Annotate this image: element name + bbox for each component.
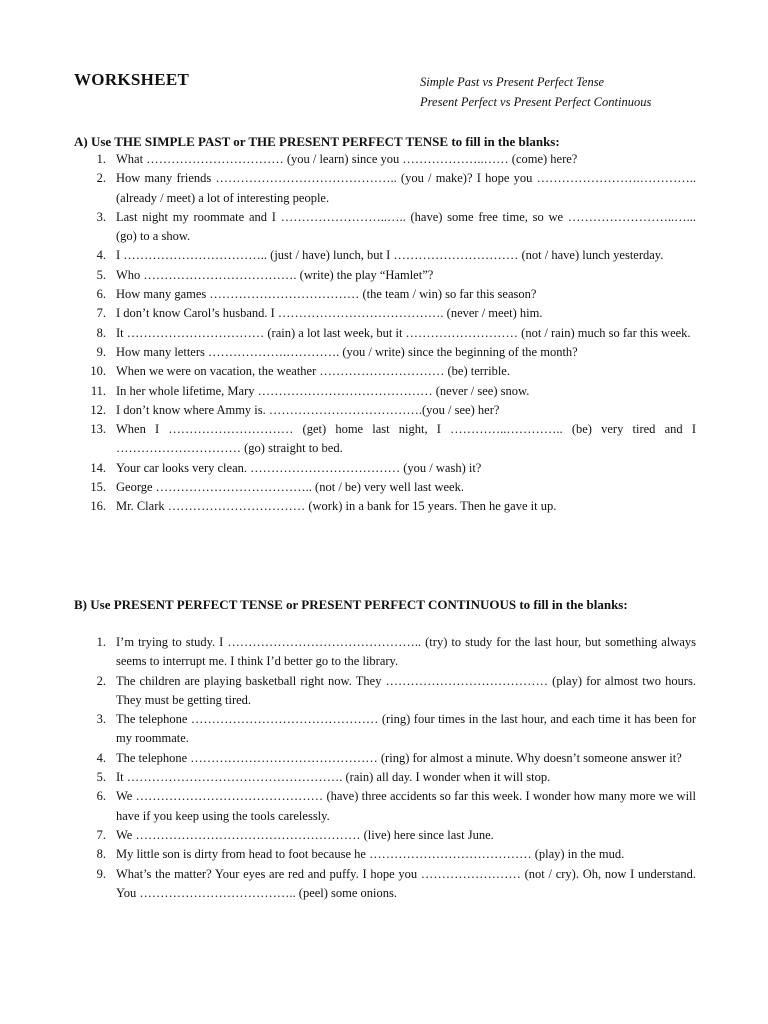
item-text: What’s the matter? Your eyes are red and puffy. I hope you …………………… (not / cry). Oh, now I understand. You ……………………………….. (peel) some onions. (116, 866, 696, 900)
item-text: We ……………………………………………… (live) here since last June. (116, 827, 494, 842)
item-text: Last night my roommate and I ……………………..….. (have) some free time, so we ……………………..…... (go) to a show. (116, 209, 696, 244)
item-number: 3. (96, 712, 106, 727)
exercise-item (74, 362, 696, 381)
item-text: When we were on vacation, the weather ………………………… (be) terrible. (116, 364, 510, 379)
item-text: When I ………………………… (get) home last night, I …………..………….. (be) very tired and I ………………………… (go) straight to bed. (116, 422, 696, 456)
item-text: Who ………………………………. (write) the play “Hamlet”? (116, 267, 434, 282)
item-text: How many games ……………………………… (the team / win) so far this season? (116, 287, 537, 302)
section-a-heading: A) Use THE SIMPLE PAST or THE PRESENT PERFECT TENSE to fill in the blanks: (74, 134, 560, 149)
exercise-item (74, 304, 696, 323)
item-number: 5. (96, 267, 106, 282)
item-number: 10. (90, 364, 106, 379)
item-text: The telephone ……………………………………… (ring) four times in the last hour, and each time it has been for my roommate. (116, 712, 696, 746)
item-text: I …………………………….. (just / have) lunch, but I ………………………… (not / have) lunch yesterday. (116, 248, 664, 263)
exercise-item (74, 710, 696, 749)
subtitle-simple-past: Simple Past vs Present Perfect Tense (420, 75, 605, 89)
exercise-item (74, 865, 696, 904)
item-number: 15. (90, 480, 106, 495)
exercise-item (74, 459, 696, 478)
item-number: 3. (96, 209, 106, 224)
item-text: I don’t know Carol’s husband. I …………………………………. (never / meet) him. (116, 306, 543, 321)
item-number: 5. (96, 770, 106, 785)
exercise-item (74, 826, 696, 845)
item-text: What …………………………… (you / learn) since you ………………..…… (come) here? (116, 152, 578, 166)
item-number: 7. (96, 827, 106, 842)
item-number: 2. (96, 673, 106, 688)
item-text: I’m trying to study. I ……………………………………….. (try) to study for the last hour, but something always seems to interrupt me. I think I’d better go to the library. (116, 635, 696, 669)
item-number: 11. (90, 383, 106, 398)
item-text: We ……………………………………… (have) three accidents so far this week. I wonder how many more we will have if you keep using the tools carelessly. (116, 789, 696, 823)
exercise-item (74, 749, 696, 768)
section-b-heading: B) Use PRESENT PERFECT TENSE or PRESENT PERFECT CONTINUOUS to fill in the blanks: (74, 597, 628, 612)
exercise-item (74, 382, 696, 401)
exercise-item (74, 343, 696, 362)
item-number: 13. (90, 422, 106, 437)
item-number: 8. (96, 847, 106, 862)
item-text: Mr. Clark …………………………… (work) in a bank for 15 years. Then he gave it up. (116, 499, 557, 514)
item-text: In her whole lifetime, Mary …………………………………… (never / see) snow. (116, 383, 530, 398)
exercise-item (74, 150, 696, 169)
item-text: How many friends …………………………………….. (you / make)? I hope you …………………….………….. (already / meet) a lot of interesting people. (116, 171, 696, 205)
item-number: 1. (96, 152, 106, 166)
exercise-item (74, 401, 696, 420)
item-number: 12. (90, 402, 106, 417)
exercise-item (74, 420, 696, 459)
exercise-item (74, 787, 696, 826)
item-text: Your car looks very clean. ……………………………… (you / wash) it? (116, 460, 482, 475)
item-number: 2. (96, 171, 106, 186)
exercise-item (74, 324, 696, 343)
item-number: 8. (96, 325, 106, 340)
item-text: My little son is dirty from head to foot because he ………………………………… (play) in the mud. (116, 847, 625, 862)
worksheet-title: WORKSHEET (74, 70, 190, 89)
section-a-list (74, 150, 696, 517)
item-text: I don’t know where Ammy is. ……………………………….(you / see) her? (116, 402, 500, 417)
item-number: 4. (96, 248, 106, 263)
exercise-item (74, 285, 696, 304)
item-text: The telephone ……………………………………… (ring) for almost a minute. Why doesn’t someone answer it? (116, 750, 682, 765)
item-text: The children are playing basketball right now. They ………………………………… (play) for almost two hours. They must be getting tired. (116, 673, 696, 707)
item-number: 16. (90, 499, 106, 514)
item-text: It ……………………………………………. (rain) all day. I wonder when it will stop. (116, 770, 551, 785)
exercise-item (74, 633, 696, 672)
subtitle-present-perfect: Present Perfect vs Present Perfect Continuous (420, 95, 652, 109)
exercise-item (74, 266, 696, 285)
exercise-item (74, 478, 696, 497)
exercise-item (74, 497, 696, 516)
exercise-item (74, 672, 696, 711)
item-number: 6. (96, 287, 106, 302)
exercise-item (74, 845, 696, 864)
exercise-item (74, 246, 696, 265)
item-number: 4. (96, 750, 106, 765)
exercise-item (74, 169, 696, 208)
section-b-list (74, 633, 696, 903)
item-number: 6. (96, 789, 106, 804)
item-text: How many letters ……………….…………. (you / write) since the beginning of the month? (116, 344, 578, 359)
item-text: George ……………………………….. (not / be) very well last week. (116, 480, 464, 495)
item-number: 9. (96, 344, 106, 359)
item-number: 7. (96, 306, 106, 321)
item-number: 14. (90, 460, 106, 475)
exercise-item (74, 208, 696, 247)
item-text: It …………………………… (rain) a lot last week, but it ……………………… (not / rain) much so far this week. (116, 325, 691, 340)
exercise-item (74, 768, 696, 787)
item-number: 1. (96, 635, 106, 649)
item-number: 9. (96, 866, 106, 881)
